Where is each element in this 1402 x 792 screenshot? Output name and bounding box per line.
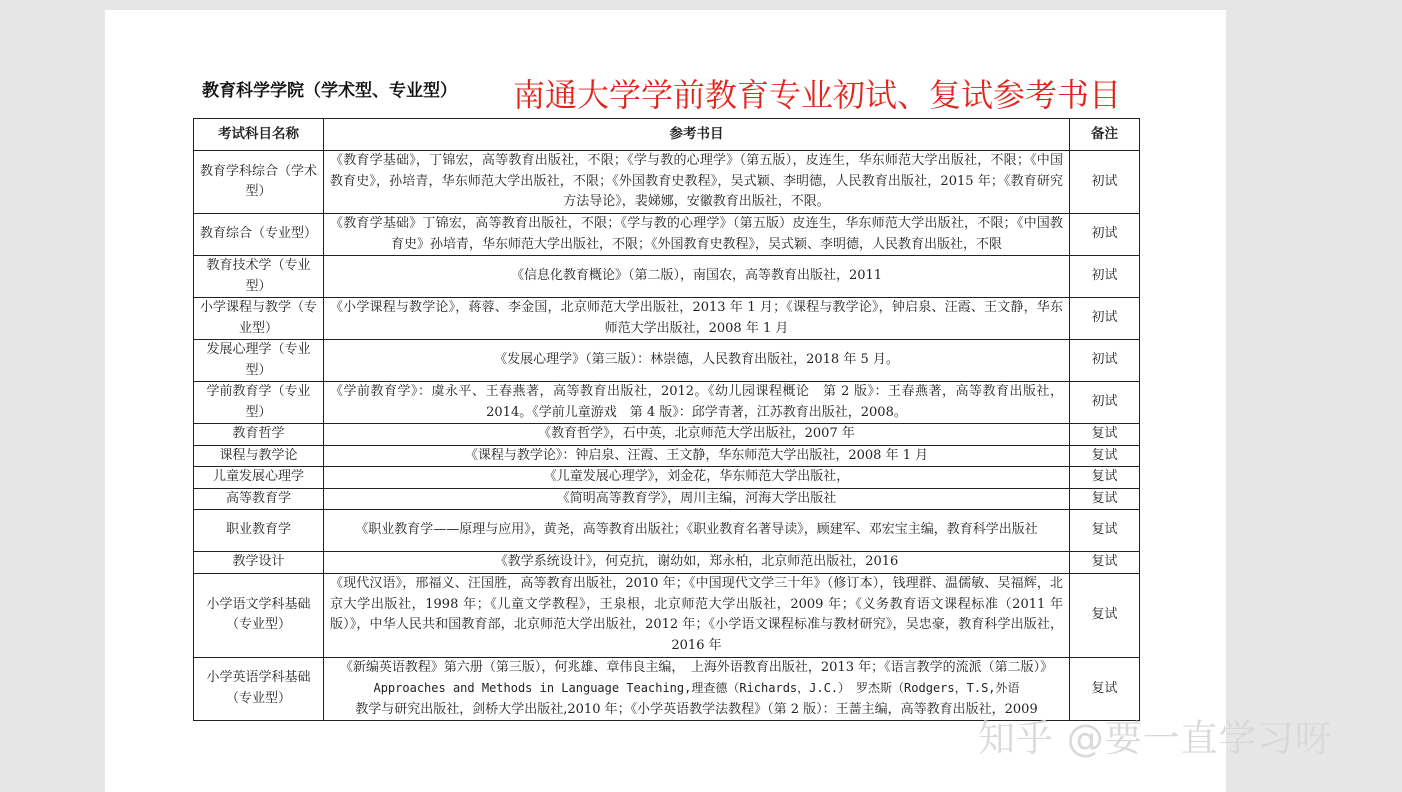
subject-cell: 学前教育学（专业型） [194,382,324,424]
note-cell: 初试 [1070,340,1140,382]
subject-cell: 教育综合（专业型） [194,214,324,256]
books-cell: 《小学课程与教学论》，蒋蓉、李金国，北京师范大学出版社，2013 年 1 月；《课程与教学论》，钟启泉、汪霞、王文静，华东师范大学出版社，2008 年 1 月 [324,298,1070,340]
subject-cell: 小学英语学科基础（专业型） [194,657,324,721]
note-cell: 初试 [1070,214,1140,256]
table-row [194,424,1140,446]
books-cell: 《教育学基础》丁锦宏，高等教育出版社，不限；《学与教的心理学》（第五版）皮连生，华东师范大学出版社，不限；《中国教育史》孙培青，华东师范大学出版社，不限；《外国教育史教程》，吴式颖、李明德，人民教育出版社，不限 [324,214,1070,256]
table-row [194,573,1140,657]
subject-cell: 课程与教学论 [194,445,324,467]
column-header-note: 备注 [1070,119,1140,151]
books-cell: 《教学系统设计》，何克抗，谢幼如，郑永柏，北京师范出版社，2016 [324,552,1070,574]
column-header-subject: 考试科目名称 [194,119,324,151]
table-header-row [194,119,1140,151]
note-cell: 复试 [1070,552,1140,574]
note-cell: 复试 [1070,510,1140,552]
books-text-english: Approaches and Methods in Language Teaching,理查德（Richards，J.C.） 罗杰斯（Rodgers，T.S,外语 [373,681,1020,695]
table-row [194,298,1140,340]
table-row [194,552,1140,574]
table-row [194,256,1140,298]
table-row [194,488,1140,510]
column-header-books: 参考书目 [324,119,1070,151]
note-cell: 复试 [1070,573,1140,657]
note-cell: 复试 [1070,445,1140,467]
note-cell: 初试 [1070,256,1140,298]
note-cell: 初试 [1070,382,1140,424]
note-cell: 复试 [1070,467,1140,489]
subject-cell: 高等教育学 [194,488,324,510]
books-cell: 《现代汉语》，邢福义、汪国胜，高等教育出版社，2010 年；《中国现代文学三十年》（修订本），钱理群、温儒敏、吴福辉，北京大学出版社，1998 年；《儿童文学教程》，王泉根，北京师范大学出版社，2009 年；《义务教育语文课程标准（2011 年版）》，中华人民共和国教育部，北京师范大学出版社，2012 年；《小学语文课程标准与教材研究》，吴忠豪，教育科学出版社，2016 年 [324,573,1070,657]
subject-cell: 小学课程与教学（专业型） [194,298,324,340]
books-cell: 《职业教育学——原理与应用》，黄尧，高等教育出版社；《职业教育名著导读》，顾建军、邓宏宝主编，教育科学出版社 [324,510,1070,552]
books-cell: 《儿童发展心理学》，刘金花，华东师范大学出版社， [324,467,1070,489]
books-cell: 《发展心理学》（第三版）：林崇德，人民教育出版社，2018 年 5 月。 [324,340,1070,382]
table-row [194,340,1140,382]
books-text: 教学与研究出版社，剑桥大学出版社,2010 年；《小学英语教学法教程》（第 2 版）：王蔷主编，高等教育出版社，2009 [355,701,1038,717]
subject-cell: 儿童发展心理学 [194,467,324,489]
subject-cell: 小学语文学科基础（专业型） [194,573,324,657]
subject-cell: 教育哲学 [194,424,324,446]
subject-cell: 教学设计 [194,552,324,574]
note-cell: 复试 [1070,424,1140,446]
subject-cell: 教育学科综合（学术型） [194,151,324,214]
books-text: 《新编英语教程》第六册（第三版），何兆雄、章伟良主编， 上海外语教育出版社，2013 年；《语言教学的流派（第二版）》 [339,659,1054,675]
table-row [194,467,1140,489]
books-cell [324,657,1070,721]
subject-cell: 职业教育学 [194,510,324,552]
books-cell: 《学前教育学》：虞永平、王春燕著，高等教育出版社，2012。《幼儿园课程概论 第 2 版》：王春燕著，高等教育出版社，2014。《学前儿童游戏 第 4 版》：邱学青著，江苏教育出版社，2008。 [324,382,1070,424]
zhihu-watermark: 知乎 @要一直学习呀 [978,717,1333,760]
table-row [194,510,1140,552]
table-row [194,151,1140,214]
note-cell: 初试 [1070,151,1140,214]
subject-cell: 教育技术学（专业型） [194,256,324,298]
books-cell: 《教育学基础》，丁锦宏，高等教育出版社，不限；《学与教的心理学》（第五版），皮连生，华东师范大学出版社，不限；《中国教育史》，孙培青，华东师范大学出版社，不限；《外国教育史教程》，吴式颖、李明德，人民教育出版社，2015 年；《教育研究方法导论》，裴娣娜，安徽教育出版社，不限。 [324,151,1070,214]
table-row [194,445,1140,467]
subject-cell: 发展心理学（专业型） [194,340,324,382]
note-cell: 初试 [1070,298,1140,340]
page-title: 南通大学学前教育专业初试、复试参考书目 [513,76,1122,114]
note-cell: 复试 [1070,657,1140,721]
table-row [194,214,1140,256]
college-title: 教育科学学院（学术型、专业型） [202,81,457,101]
reference-book-table [193,118,1140,721]
books-cell: 《简明高等教育学》，周川主编，河海大学出版社 [324,488,1070,510]
books-cell: 《教育哲学》，石中英，北京师范大学出版社，2007 年 [324,424,1070,446]
table-row [194,382,1140,424]
books-cell: 《信息化教育概论》（第二版），南国农，高等教育出版社，2011 [324,256,1070,298]
note-cell: 复试 [1070,488,1140,510]
books-cell: 《课程与教学论》：钟启泉、汪霞、王文静，华东师范大学出版社，2008 年 1 月 [324,445,1070,467]
document-page [105,10,1226,792]
